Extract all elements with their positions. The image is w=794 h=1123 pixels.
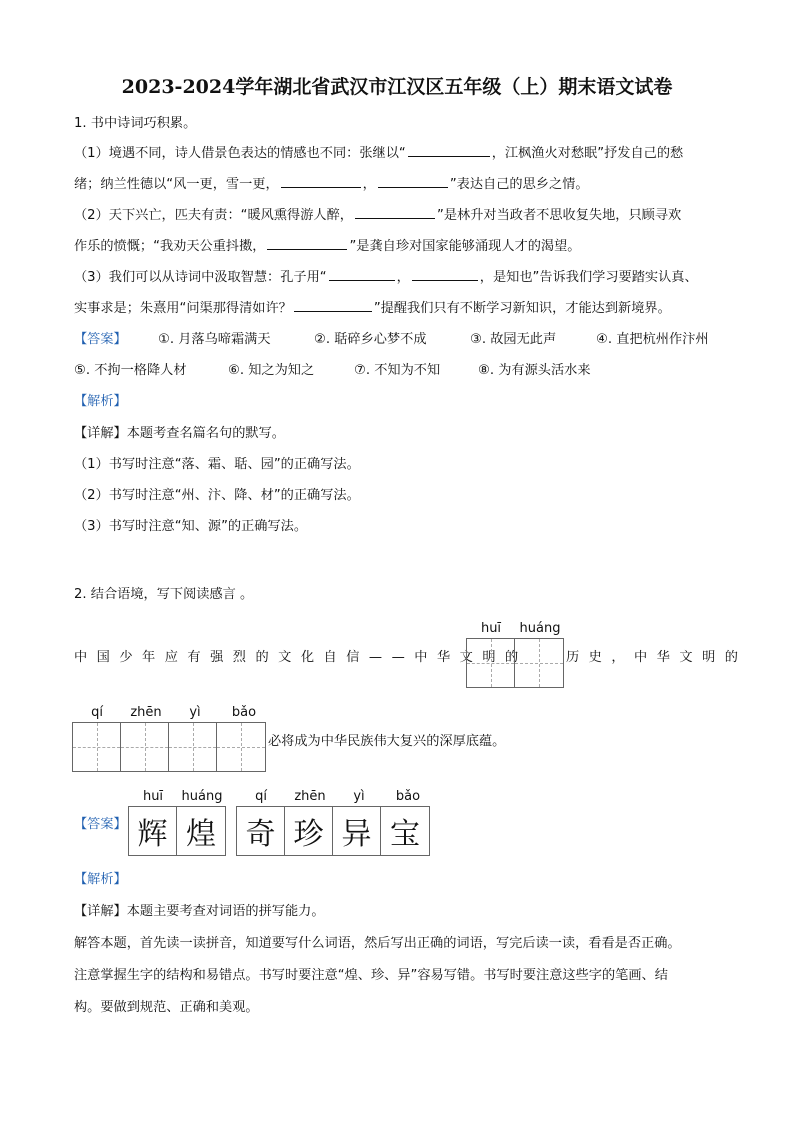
pinyin-label: zhēn [294, 789, 326, 804]
answer-char: 珍 [293, 817, 324, 852]
answer-item: ④. 直把杭州作汴州 [596, 332, 709, 347]
pinyin-label: qí [91, 705, 103, 720]
q2-answer-label: 【答案】 [74, 817, 127, 832]
answer-item: ①. 月落乌啼霜满天 [158, 332, 271, 347]
pinyin-label: yì [353, 789, 365, 804]
q1-text: （2）天下兴亡，匹夫有责：“暖风熏得游人醉， [74, 208, 353, 223]
blank-5[interactable] [267, 247, 347, 250]
answer-char: 奇 [245, 817, 276, 852]
blank-4[interactable] [355, 216, 435, 219]
q1-text: 作乐的愤慨；“我劝天公重抖擞， [74, 239, 266, 254]
grid-cell[interactable] [121, 723, 169, 771]
detail-text: 本题主要考查对词语的拼写能力。 [126, 904, 325, 919]
q1-part3-line1 [74, 266, 698, 285]
pinyin-label: huáng [181, 789, 223, 804]
q1-text: ”是林升对当政者不思收复失地，只顾寻欢 [436, 208, 682, 223]
q1-text: ， [362, 177, 376, 192]
answer-cell [381, 807, 429, 855]
answer-char: 宝 [390, 817, 420, 852]
q1-text: （3）我们可以从诗词中汲取智慧：孔子用“ [74, 270, 327, 285]
q1-stem: 1. 书中诗词巧积累。 [74, 116, 197, 131]
answer-item: ③. 故园无此声 [470, 332, 557, 347]
q2-sentence-b: 历史，中华文明的 [566, 650, 748, 665]
pinyin-label: bǎo [395, 789, 421, 804]
writing-grid-huihuang[interactable] [466, 638, 564, 688]
pinyin-label: qí [255, 789, 267, 804]
q1-note: （2）书写时注意“州、汴、降、材”的正确写法。 [74, 488, 360, 503]
pinyin-label: huáng [519, 621, 561, 636]
q1-part1-line2 [74, 173, 589, 192]
q1-text: ”表达自己的思乡之情。 [449, 177, 589, 192]
grid-cell[interactable] [467, 639, 515, 687]
answer-item: ⑦. 不知为不知 [354, 363, 441, 378]
q2-sentence-c: 必将成为中华民族伟大复兴的深厚底蕴。 [268, 734, 506, 749]
blank-3[interactable] [378, 185, 448, 188]
blank-1[interactable] [408, 154, 490, 157]
answer-cell [285, 807, 333, 855]
q1-part2-line1 [74, 204, 681, 223]
detail-label: 【详解】 [74, 426, 127, 441]
q1-text: （1）境遇不同，诗人借景色表达的情感也不同：张继以“ [74, 146, 406, 161]
answer-cell [177, 807, 225, 855]
pinyin-label: huī [142, 789, 164, 804]
answer-grid-huihuang [128, 806, 226, 856]
q1-part2-line2 [74, 235, 581, 254]
detail-label: 【详解】 [74, 904, 127, 919]
pinyin-label: huī [480, 621, 502, 636]
pinyin-label: bǎo [231, 705, 257, 720]
q1-detail [74, 422, 285, 441]
q1-text: ”提醒我们只有不断学习新知识，才能达到新境界。 [373, 301, 671, 316]
answer-item: ⑥. 知之为知之 [228, 363, 315, 378]
q1-text: 实事求是；朱熹用“问渠那得清如许？ [74, 301, 292, 316]
pinyin-label: zhēn [130, 705, 162, 720]
q1-part3-line2 [74, 297, 671, 316]
answer-cell [237, 807, 285, 855]
grid-cell[interactable] [515, 639, 563, 687]
blank-7[interactable] [412, 278, 478, 281]
answer-item: ②. 聒碎乡心梦不成 [314, 332, 427, 347]
q1-text: ， [396, 270, 410, 285]
answer-item: ⑤. 不拘一格降人材 [74, 363, 187, 378]
q1-note: （3）书写时注意“知、源”的正确写法。 [74, 519, 308, 534]
q1-text: ，江枫渔火对愁眠”抒发自己的愁 [491, 146, 684, 161]
blank-2[interactable] [281, 185, 361, 188]
detail-text: 本题考查名篇名句的默写。 [126, 426, 285, 441]
q2-stem: 2. 结合语境，写下阅读感言 。 [74, 587, 254, 602]
q1-text: ，是知也”告诉我们学习要踏实认真、 [479, 270, 698, 285]
q2-analysis-label: 【解析】 [74, 872, 127, 887]
pinyin-label: yì [189, 705, 201, 720]
q1-text: ”是龚自珍对国家能够涌现人才的渴望。 [349, 239, 581, 254]
page-title: 2023-2024学年湖北省武汉市江汉区五年级（上）期末语文试卷 [121, 76, 673, 98]
blank-6[interactable] [329, 278, 395, 281]
answer-char: 煌 [186, 817, 216, 852]
answer-cell [333, 807, 381, 855]
q1-answer-label: 【答案】 [74, 332, 127, 347]
q2-explain: 注意掌握生字的结构和易错点。书写时要注意“煌、珍、异”容易写错。书写时要注意这些字的笔画、结 [74, 968, 668, 983]
writing-grid-qizhenyibao[interactable] [72, 722, 266, 772]
answer-cell [129, 807, 177, 855]
grid-cell[interactable] [217, 723, 265, 771]
q1-note: （1）书写时注意“落、霜、聒、园”的正确写法。 [74, 457, 360, 472]
q1-analysis-label: 【解析】 [74, 394, 127, 409]
q2-explain: 解答本题，首先读一读拼音，知道要写什么词语，然后写出正确的词语，写完后读一读，看看是否正确。 [74, 936, 681, 951]
q2-sentence-a: 中国少年应有强烈的文化自信——中华文明的 [74, 650, 528, 665]
answer-item: ⑧. 为有源头活水来 [478, 363, 591, 378]
grid-cell[interactable] [73, 723, 121, 771]
q1-text: 绪；纳兰性德以“风一更，雪一更， [74, 177, 279, 192]
blank-8[interactable] [294, 309, 372, 312]
q2-detail [74, 900, 325, 919]
q2-explain: 构。要做到规范、正确和美观。 [74, 1000, 259, 1015]
grid-cell[interactable] [169, 723, 217, 771]
answer-char: 辉 [137, 817, 168, 852]
answer-grid-qizhenyibao [236, 806, 430, 856]
q1-part1-line1 [74, 142, 683, 161]
answer-char: 异 [341, 817, 372, 852]
